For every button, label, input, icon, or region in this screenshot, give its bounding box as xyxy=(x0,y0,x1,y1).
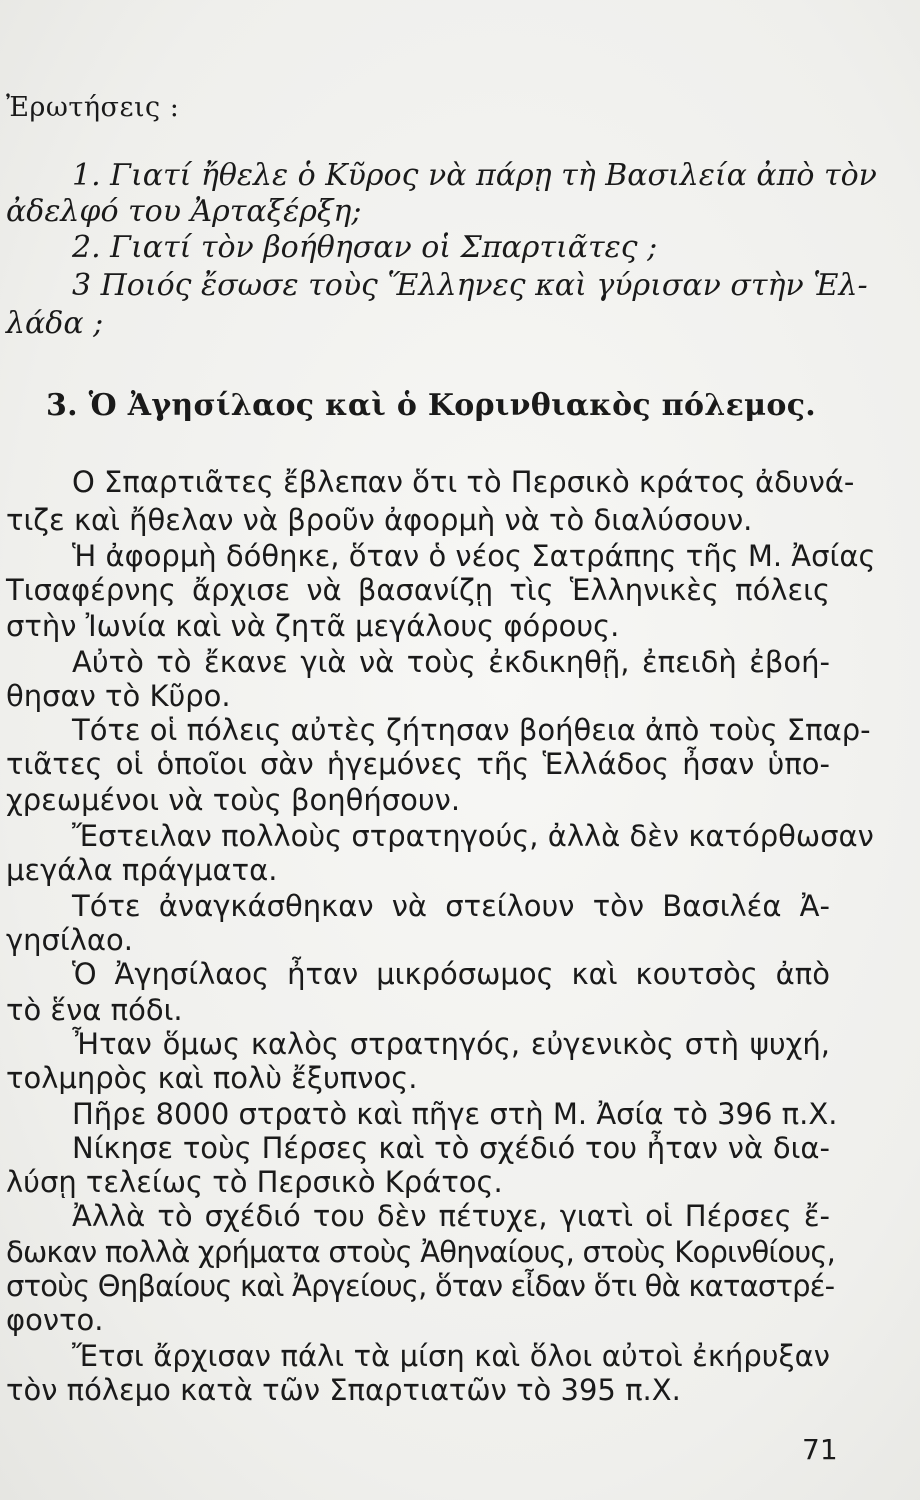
body-line: τολμηρὸς καὶ πολὺ ἔξυπνος. xyxy=(6,1061,418,1095)
question-line: 3 Ποιός ἔσωσε τοὺς Ἕλληνες καὶ γύρισαν στὴν Ἑλ- xyxy=(72,268,868,303)
body-line: Ἔστειλαν πολλοὺς στρατηγούς, ἀλλὰ δὲν κατόρθωσαν xyxy=(72,819,874,853)
question-line: 1. Γιατί ἤθελε ὁ Κῦρος νὰ πάρῃ τὴ Βασιλεία ἀπὸ τὸν xyxy=(72,158,877,193)
body-line: Νίκησε τοὺς Πέρσες καὶ τὸ σχέδιό του ἦταν νὰ δια- xyxy=(72,1131,830,1165)
body-line: φοντο. xyxy=(6,1303,104,1337)
body-line: τὸ ἕνα πόδι. xyxy=(6,993,183,1027)
body-line: Τότε ἀναγκάσθηκαν νὰ στείλουν τὸν Βασιλέα Ἀ- xyxy=(72,889,830,923)
page-number: 71 xyxy=(802,1433,838,1466)
question-line: λάδα ; xyxy=(6,306,104,341)
body-line: στὴν Ἰωνία καὶ νὰ ζητᾶ μεγάλους φόρους. xyxy=(6,609,620,643)
body-line: Ἔτσι ἄρχισαν πάλι τὰ μίση καὶ ὅλοι αὐτοὶ ἐκήρυξαν xyxy=(72,1339,830,1373)
body-line: γησίλαο. xyxy=(6,923,133,957)
body-line: δωκαν πολλὰ χρήματα στοὺς Ἀθηναίους, στοὺς Κορινθίους, xyxy=(6,1235,835,1269)
body-line: Ἀλλὰ τὸ σχέδιό του δὲν πέτυχε, γιατὶ οἱ Πέρσες ἔ- xyxy=(72,1199,830,1233)
body-line: Ὁ Ἀγησίλαος ἦταν μικρόσωμος καὶ κουτσὸς ἀπὸ xyxy=(72,957,830,991)
questions-heading: Ἐρωτήσεις : xyxy=(6,92,180,123)
body-line: χρεωμένοι νὰ τοὺς βοηθήσουν. xyxy=(6,783,461,817)
question-line: 2. Γιατί τὸν βοήθησαν οἱ Σπαρτιᾶτες ; xyxy=(72,230,658,265)
body-line: τιζε καὶ ἤθελαν νὰ βροῦν ἀφορμὴ νὰ τὸ διαλύσουν. xyxy=(6,503,753,537)
body-line: τιᾶτες οἱ ὁποῖοι σὰν ἡγεμόνες τῆς Ἑλλάδος ἦσαν ὑπο- xyxy=(6,747,830,781)
body-line: θησαν τὸ Κῦρο. xyxy=(6,679,231,713)
body-line: λύσῃ τελείως τὸ Περσικὸ Κράτος. xyxy=(6,1165,503,1199)
body-line: Ο Σπαρτιᾶτες ἔβλεπαν ὅτι τὸ Περσικὸ κράτος ἀδυνά- xyxy=(72,465,855,499)
body-line: Τότε οἱ πόλεις αὐτὲς ζήτησαν βοήθεια ἀπὸ τοὺς Σπαρ- xyxy=(72,713,871,747)
body-line: Τισαφέρνης ἄρχισε νὰ βασανίζῃ τὶς Ἑλληνικὲς πόλεις xyxy=(6,573,830,607)
section-title: 3. Ὁ Ἀγησίλαος καὶ ὁ Κορινθιακὸς πόλεμος. xyxy=(46,388,817,423)
body-line: Ἡ ἀφορμὴ δόθηκε, ὅταν ὁ νέος Σατράπης τῆς Μ. Ἀσίας xyxy=(72,539,876,573)
body-line: μεγάλα πράγματα. xyxy=(6,853,278,887)
body-line: Ἦταν ὅμως καλὸς στρατηγός, εὐγενικὸς στὴ ψυχή, xyxy=(72,1027,830,1061)
body-line: τὸν πόλεμο κατὰ τῶν Σπαρτιατῶν τὸ 395 π.Χ. xyxy=(6,1373,681,1407)
body-line: Πῆρε 8000 στρατὸ καὶ πῆγε στὴ Μ. Ἀσία τὸ 396 π.Χ. xyxy=(72,1097,838,1131)
body-line: Αὐτὸ τὸ ἔκανε γιὰ νὰ τοὺς ἐκδικηθῇ, ἐπειδὴ ἐβοή- xyxy=(72,645,830,679)
question-line: ἀδελφό του Ἀρταξέρξη; xyxy=(6,194,362,229)
body-line: στοὺς Θηβαίους καὶ Ἀργείους, ὅταν εἶδαν ὅτι θὰ καταστρέ- xyxy=(6,1269,835,1303)
